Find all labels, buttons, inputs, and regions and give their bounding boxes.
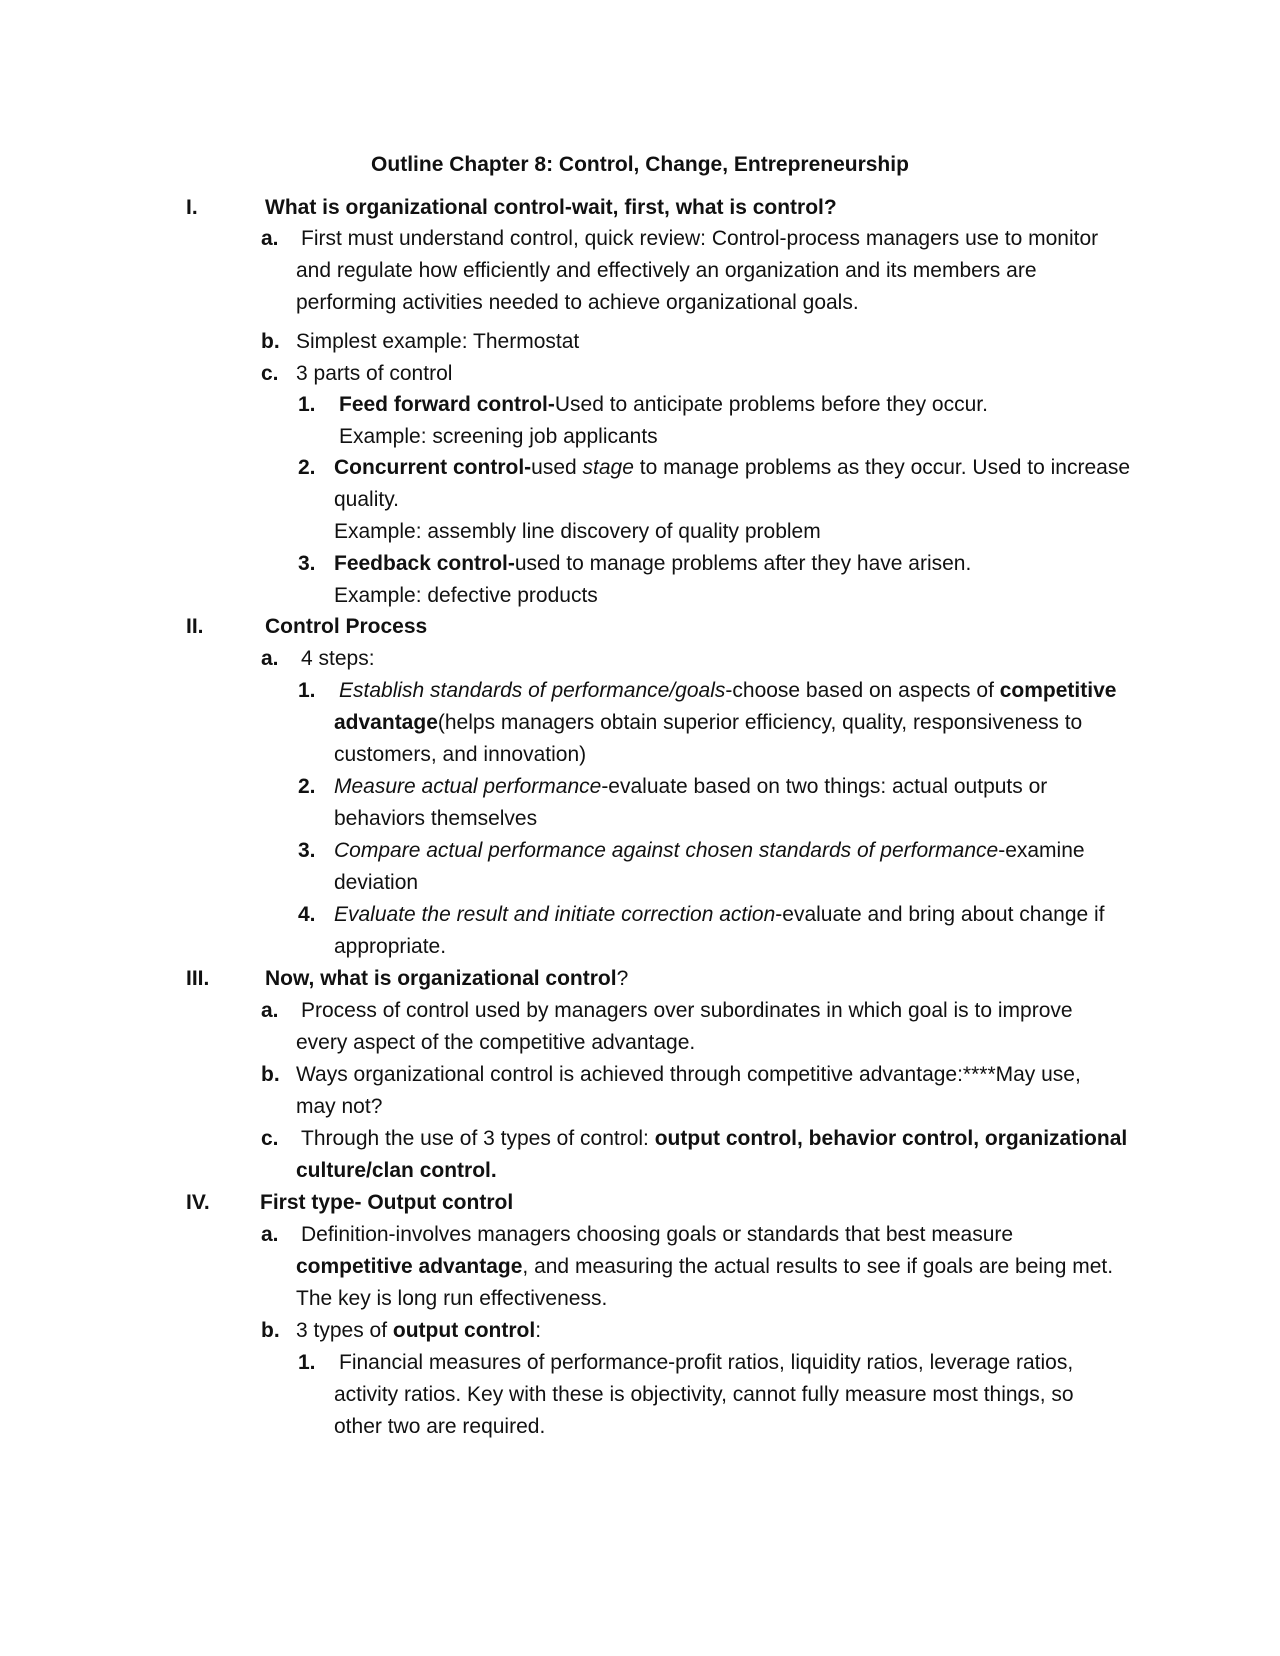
- step-text: [334, 836, 1085, 866]
- step-text: [334, 772, 1047, 802]
- item-text: 3 parts of control: [296, 362, 453, 385]
- item-text-plain: :: [535, 1319, 542, 1342]
- step-description: (helps managers obtain superior efficiency, quality, responsiveness to: [437, 711, 1083, 734]
- item-text: [296, 1156, 497, 1186]
- subitem-text: Financial measures of performance-profit ratios, liquidity ratios, leverage ratios,: [339, 1351, 1074, 1374]
- step-text: appropriate.: [334, 935, 447, 958]
- emphasis-text: stage: [582, 456, 634, 479]
- step-description: -examine: [998, 839, 1085, 862]
- term-bold: Concurrent control-: [334, 456, 532, 479]
- document-title: Outline Chapter 8: Control, Change, Entrepreneurship: [371, 153, 909, 176]
- step-marker: 4.: [298, 903, 316, 926]
- subitem-text: quality.: [334, 488, 399, 511]
- step-text: deviation: [334, 871, 419, 894]
- section-title: Control Process: [265, 615, 428, 638]
- item-text: Ways organizational control is achieved through competitive advantage:****May use,: [296, 1063, 1081, 1086]
- item-text: [296, 1316, 541, 1346]
- example-text: Example: screening job applicants: [339, 425, 658, 448]
- item-text: The key is long run effectiveness.: [296, 1287, 608, 1310]
- section-numeral: IV.: [186, 1191, 210, 1214]
- example-text: Example: defective products: [334, 584, 598, 607]
- section-title: What is organizational control-wait, first, what is control?: [265, 196, 837, 219]
- subitem-text: [334, 549, 971, 579]
- step-description: -evaluate and bring about change if: [775, 903, 1105, 926]
- step-name: Establish standards of performance/goals: [339, 679, 726, 702]
- section-title: [265, 964, 628, 994]
- subitem-text: [339, 390, 988, 420]
- step-marker: 3.: [298, 839, 316, 862]
- item-text: Definition-involves managers choosing goals or standards that best measure: [301, 1223, 1014, 1246]
- example-text: Example: assembly line discovery of quality problem: [334, 520, 821, 543]
- item-text-plain: Through the use of 3 types of control:: [301, 1127, 655, 1150]
- item-marker: c.: [261, 1127, 279, 1150]
- definition-text: to manage problems as they occur. Used to increase: [633, 456, 1131, 479]
- term-bold: Feedback control-: [334, 552, 515, 575]
- item-text: and regulate how efficiently and effectively an organization and its members are: [296, 259, 1037, 282]
- item-text: 4 steps:: [301, 647, 375, 670]
- item-text: [296, 1252, 1113, 1282]
- subitem-text: activity ratios. Key with these is objectivity, cannot fully measure most things, so: [334, 1383, 1074, 1406]
- step-name: Evaluate the result and initiate correction action: [334, 903, 776, 926]
- section-title-text: Now, what is organizational control: [265, 967, 617, 990]
- section-numeral: I.: [186, 196, 198, 219]
- item-marker: a.: [261, 227, 279, 250]
- step-name: Compare actual performance against chosen standards of performance: [334, 839, 999, 862]
- step-marker: 2.: [298, 775, 316, 798]
- item-text-plain: , and measuring the actual results to see if goals are being met.: [522, 1255, 1114, 1278]
- item-text: Process of control used by managers over subordinates in which goal is to improve: [301, 999, 1073, 1022]
- item-marker: b.: [261, 330, 280, 353]
- item-text: may not?: [296, 1095, 383, 1118]
- item-marker: c.: [261, 362, 279, 385]
- step-description: -evaluate based on two things: actual outputs or: [601, 775, 1048, 798]
- subitem-text: [334, 453, 1130, 483]
- step-name: Measure actual performance: [334, 775, 602, 798]
- term-bold: Feed forward control-: [339, 393, 555, 416]
- subitem-marker: 3.: [298, 552, 316, 575]
- section-title: First type- Output control: [260, 1191, 514, 1214]
- item-text: Simplest example: Thermostat: [296, 330, 580, 353]
- item-marker: a.: [261, 999, 279, 1022]
- subitem-text: other two are required.: [334, 1415, 546, 1438]
- step-text: [334, 900, 1105, 930]
- section-numeral: II.: [186, 615, 204, 638]
- item-text-plain: 3 types of: [296, 1319, 393, 1342]
- item-marker: b.: [261, 1063, 280, 1086]
- item-text: every aspect of the competitive advantage.: [296, 1031, 696, 1054]
- term-bold: output control: [392, 1319, 536, 1342]
- item-marker: a.: [261, 1223, 279, 1246]
- step-marker: 1.: [298, 679, 316, 702]
- section-numeral: III.: [186, 967, 210, 990]
- term-bold: output control, behavior control, organizational: [654, 1127, 1128, 1150]
- step-text: [339, 676, 1116, 706]
- definition-text: used: [531, 456, 583, 479]
- subitem-marker: 1.: [298, 1351, 316, 1374]
- step-description: -choose based on aspects of: [725, 679, 1000, 702]
- definition-text: Used to anticipate problems before they occur.: [554, 393, 988, 416]
- step-text: [334, 708, 1082, 738]
- item-text: First must understand control, quick review: Control-process managers use to monitor: [301, 227, 1099, 250]
- item-marker: b.: [261, 1319, 280, 1342]
- subitem-marker: 1.: [298, 393, 316, 416]
- subitem-marker: 2.: [298, 456, 316, 479]
- item-text: [301, 1124, 1127, 1154]
- step-text: customers, and innovation): [334, 743, 587, 766]
- term-bold: competitive advantage: [296, 1255, 523, 1278]
- term-bold: advantage: [334, 711, 438, 734]
- term-bold: culture/clan control.: [296, 1159, 497, 1182]
- item-marker: a.: [261, 647, 279, 670]
- definition-text: used to manage problems after they have arisen.: [514, 552, 972, 575]
- term-bold: competitive: [999, 679, 1117, 702]
- section-title-suffix: ?: [616, 967, 629, 990]
- item-text: performing activities needed to achieve organizational goals.: [296, 291, 859, 314]
- step-text: behaviors themselves: [334, 807, 538, 830]
